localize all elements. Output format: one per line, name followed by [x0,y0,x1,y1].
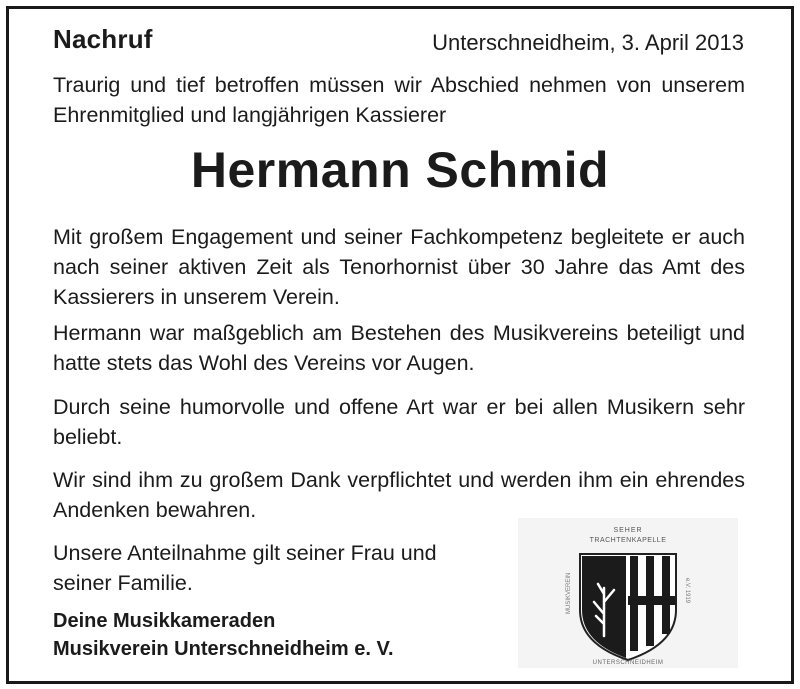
paragraph-engagement: Mit großem Engagement und seiner Fachkompetenz begleitete er auch nach seiner aktiven Zeit als Tenorhornist über 30 Jahre das Amt des Kassierers in unserem Verein. [53,225,745,309]
paragraph-character: Durch seine humorvolle und offene Art war er bei allen Musikern sehr beliebt. [53,395,745,449]
paragraph-gratitude: Wir sind ihm zu großem Dank verpflichtet und werden ihm ein ehrendes Andenken bewahren. [53,468,745,522]
club-crest-icon [518,518,738,668]
deceased-name: Hermann Schmid [190,142,610,198]
svg-text:UNTERSCHNEIDHEIM: UNTERSCHNEIDHEIM [592,660,664,666]
place-date: Unterschneidheim, 3. April 2013 [432,30,744,55]
svg-text:e.V. 1919: e.V. 1919 [684,578,690,604]
signature-line-2: Musikverein Unterschneidheim e. V. [53,638,394,660]
signature-line-1: Deine Musikkameraden [53,610,276,632]
intro-text: Traurig und tief betroffen müssen wir Abschied nehmen von unserem Ehrenmitglied und langjährigen Kassierer [53,73,745,127]
svg-text:SEHER: SEHER [613,527,643,534]
paragraph-contribution: Hermann war maßgeblich am Bestehen des Musikvereins beteiligt und hatte stets das Wohl des Vereins vor Augen. [53,321,745,375]
notice-heading: Nachruf [53,24,153,54]
paragraph-condolence: Unsere Anteilnahme gilt seiner Frau und seiner Familie. [53,541,437,595]
club-emblem [518,518,738,668]
svg-text:MUSIKVEREIN: MUSIKVEREIN [566,572,572,614]
svg-text:TRACHTENKAPELLE: TRACHTENKAPELLE [589,537,667,544]
